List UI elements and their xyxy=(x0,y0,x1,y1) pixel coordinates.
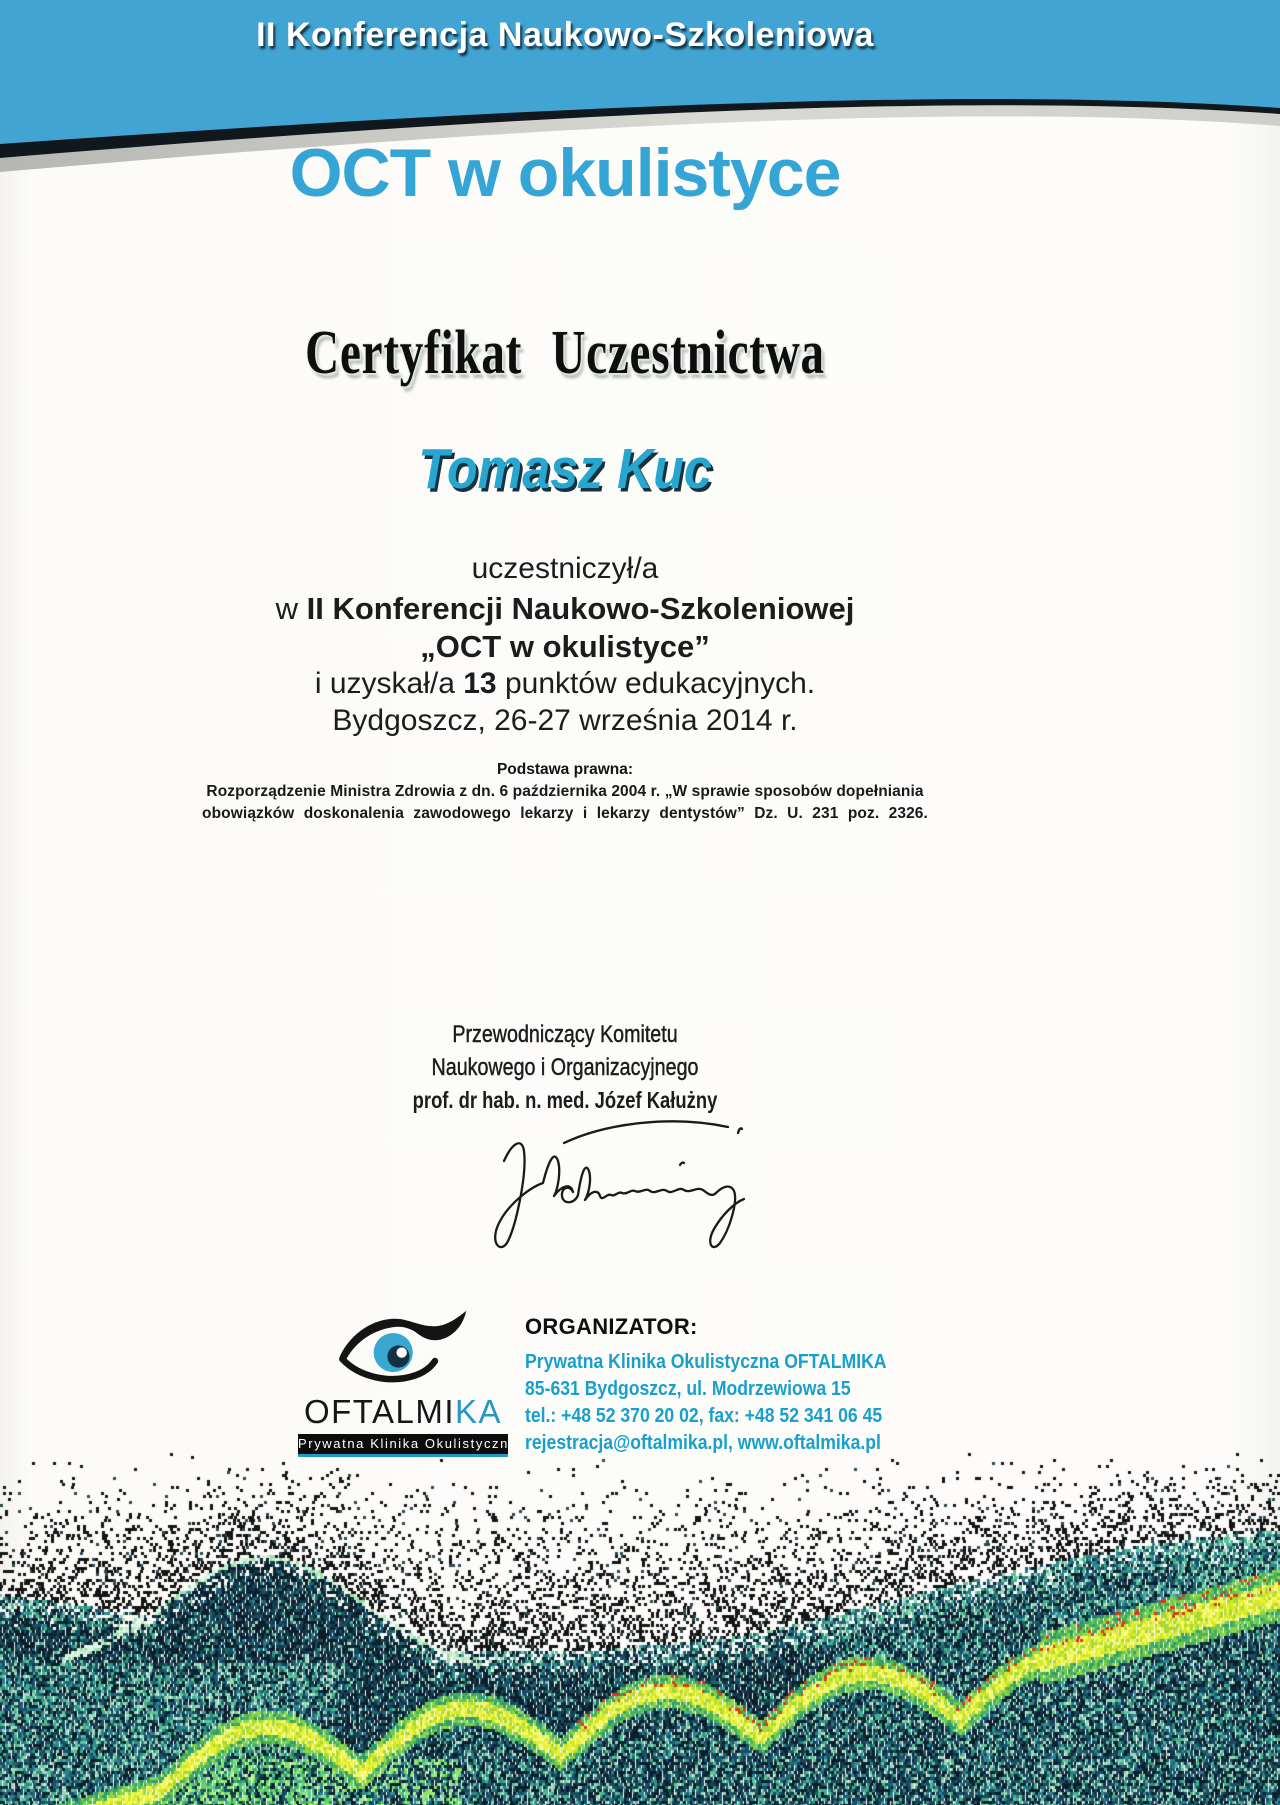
brand-name-black: OFTALMI xyxy=(303,1393,456,1430)
points-suffix: punktów edukacyjnych. xyxy=(496,667,816,700)
organizer-heading: ORGANIZATOR: xyxy=(525,1314,698,1339)
legal-heading: Podstawa prawna: xyxy=(496,761,634,778)
conference-topic: „OCT w okulistyce” xyxy=(420,629,710,664)
points-line xyxy=(0,667,1130,701)
oftalmika-logo xyxy=(298,1308,518,1457)
organizer-phone-line: tel.: +48 52 370 20 02, fax: +48 52 341 06 45 xyxy=(525,1405,883,1427)
organizer-web-line: rejestracja@oftalmika.pl, www.oftalmika.pl xyxy=(525,1432,881,1454)
location-date: Bydgoszcz, 26-27 września 2014 r. xyxy=(332,704,798,737)
signature-main-stroke xyxy=(495,1143,744,1247)
brand-tagline: Prywatna Klinika Okulistyczna xyxy=(298,1434,508,1457)
points-value: 13 xyxy=(463,667,497,700)
legal-text-line1: Rozporządzenie Ministra Zdrowia z dn. 6 października 2004 r. „W sprawie sposobów dopełniania xyxy=(206,783,924,800)
organizer-block xyxy=(525,1314,1085,1457)
points-prefix: i uzyskał/a xyxy=(314,667,464,700)
banner-title: II Konferencja Naukowo-Szkoleniowa xyxy=(256,16,874,54)
eye-icon xyxy=(328,1308,478,1388)
participation-line: uczestniczył/a xyxy=(471,552,659,585)
oct-retina-scan-image xyxy=(0,1435,1280,1805)
brand-name xyxy=(298,1393,508,1431)
legal-text-line2: obowiązków doskonalenia zawodowego lekarzy i lekarzy dentystów” Dz. U. 231 poz. 2326. xyxy=(202,805,928,822)
certificate-heading: Certyfikat Uczestnictwa xyxy=(305,319,825,387)
signatory-block xyxy=(0,1018,1130,1114)
signatory-role-line1: Przewodniczący Komitetu xyxy=(452,1021,678,1048)
brand-name-blue: KA xyxy=(455,1393,503,1430)
conference-line xyxy=(0,591,1130,627)
organizer-clinic-line: Prywatna Klinika Okulistyczna OFTALMIKA xyxy=(525,1351,887,1373)
conference-name: II Konferencji Naukowo-Szkoleniowej xyxy=(306,591,855,626)
signatory-role-line2: Naukowego i Organizacyjnego xyxy=(431,1054,699,1081)
organizer-address-line: 85-631 Bydgoszcz, ul. Modrzewiowa 15 xyxy=(525,1378,851,1400)
recipient-name: Tomasz Kuc xyxy=(418,437,712,501)
signature-tick xyxy=(738,1128,742,1133)
signature-i-dot xyxy=(680,1163,684,1165)
signatory-name: prof. dr hab. n. med. Józef Kałużny xyxy=(412,1087,718,1113)
signature-crossbar-stroke xyxy=(564,1121,728,1143)
conference-prefix: w xyxy=(275,591,307,626)
signature-icon xyxy=(476,1103,806,1268)
conference-title: OCT w okulistyce xyxy=(289,135,841,211)
